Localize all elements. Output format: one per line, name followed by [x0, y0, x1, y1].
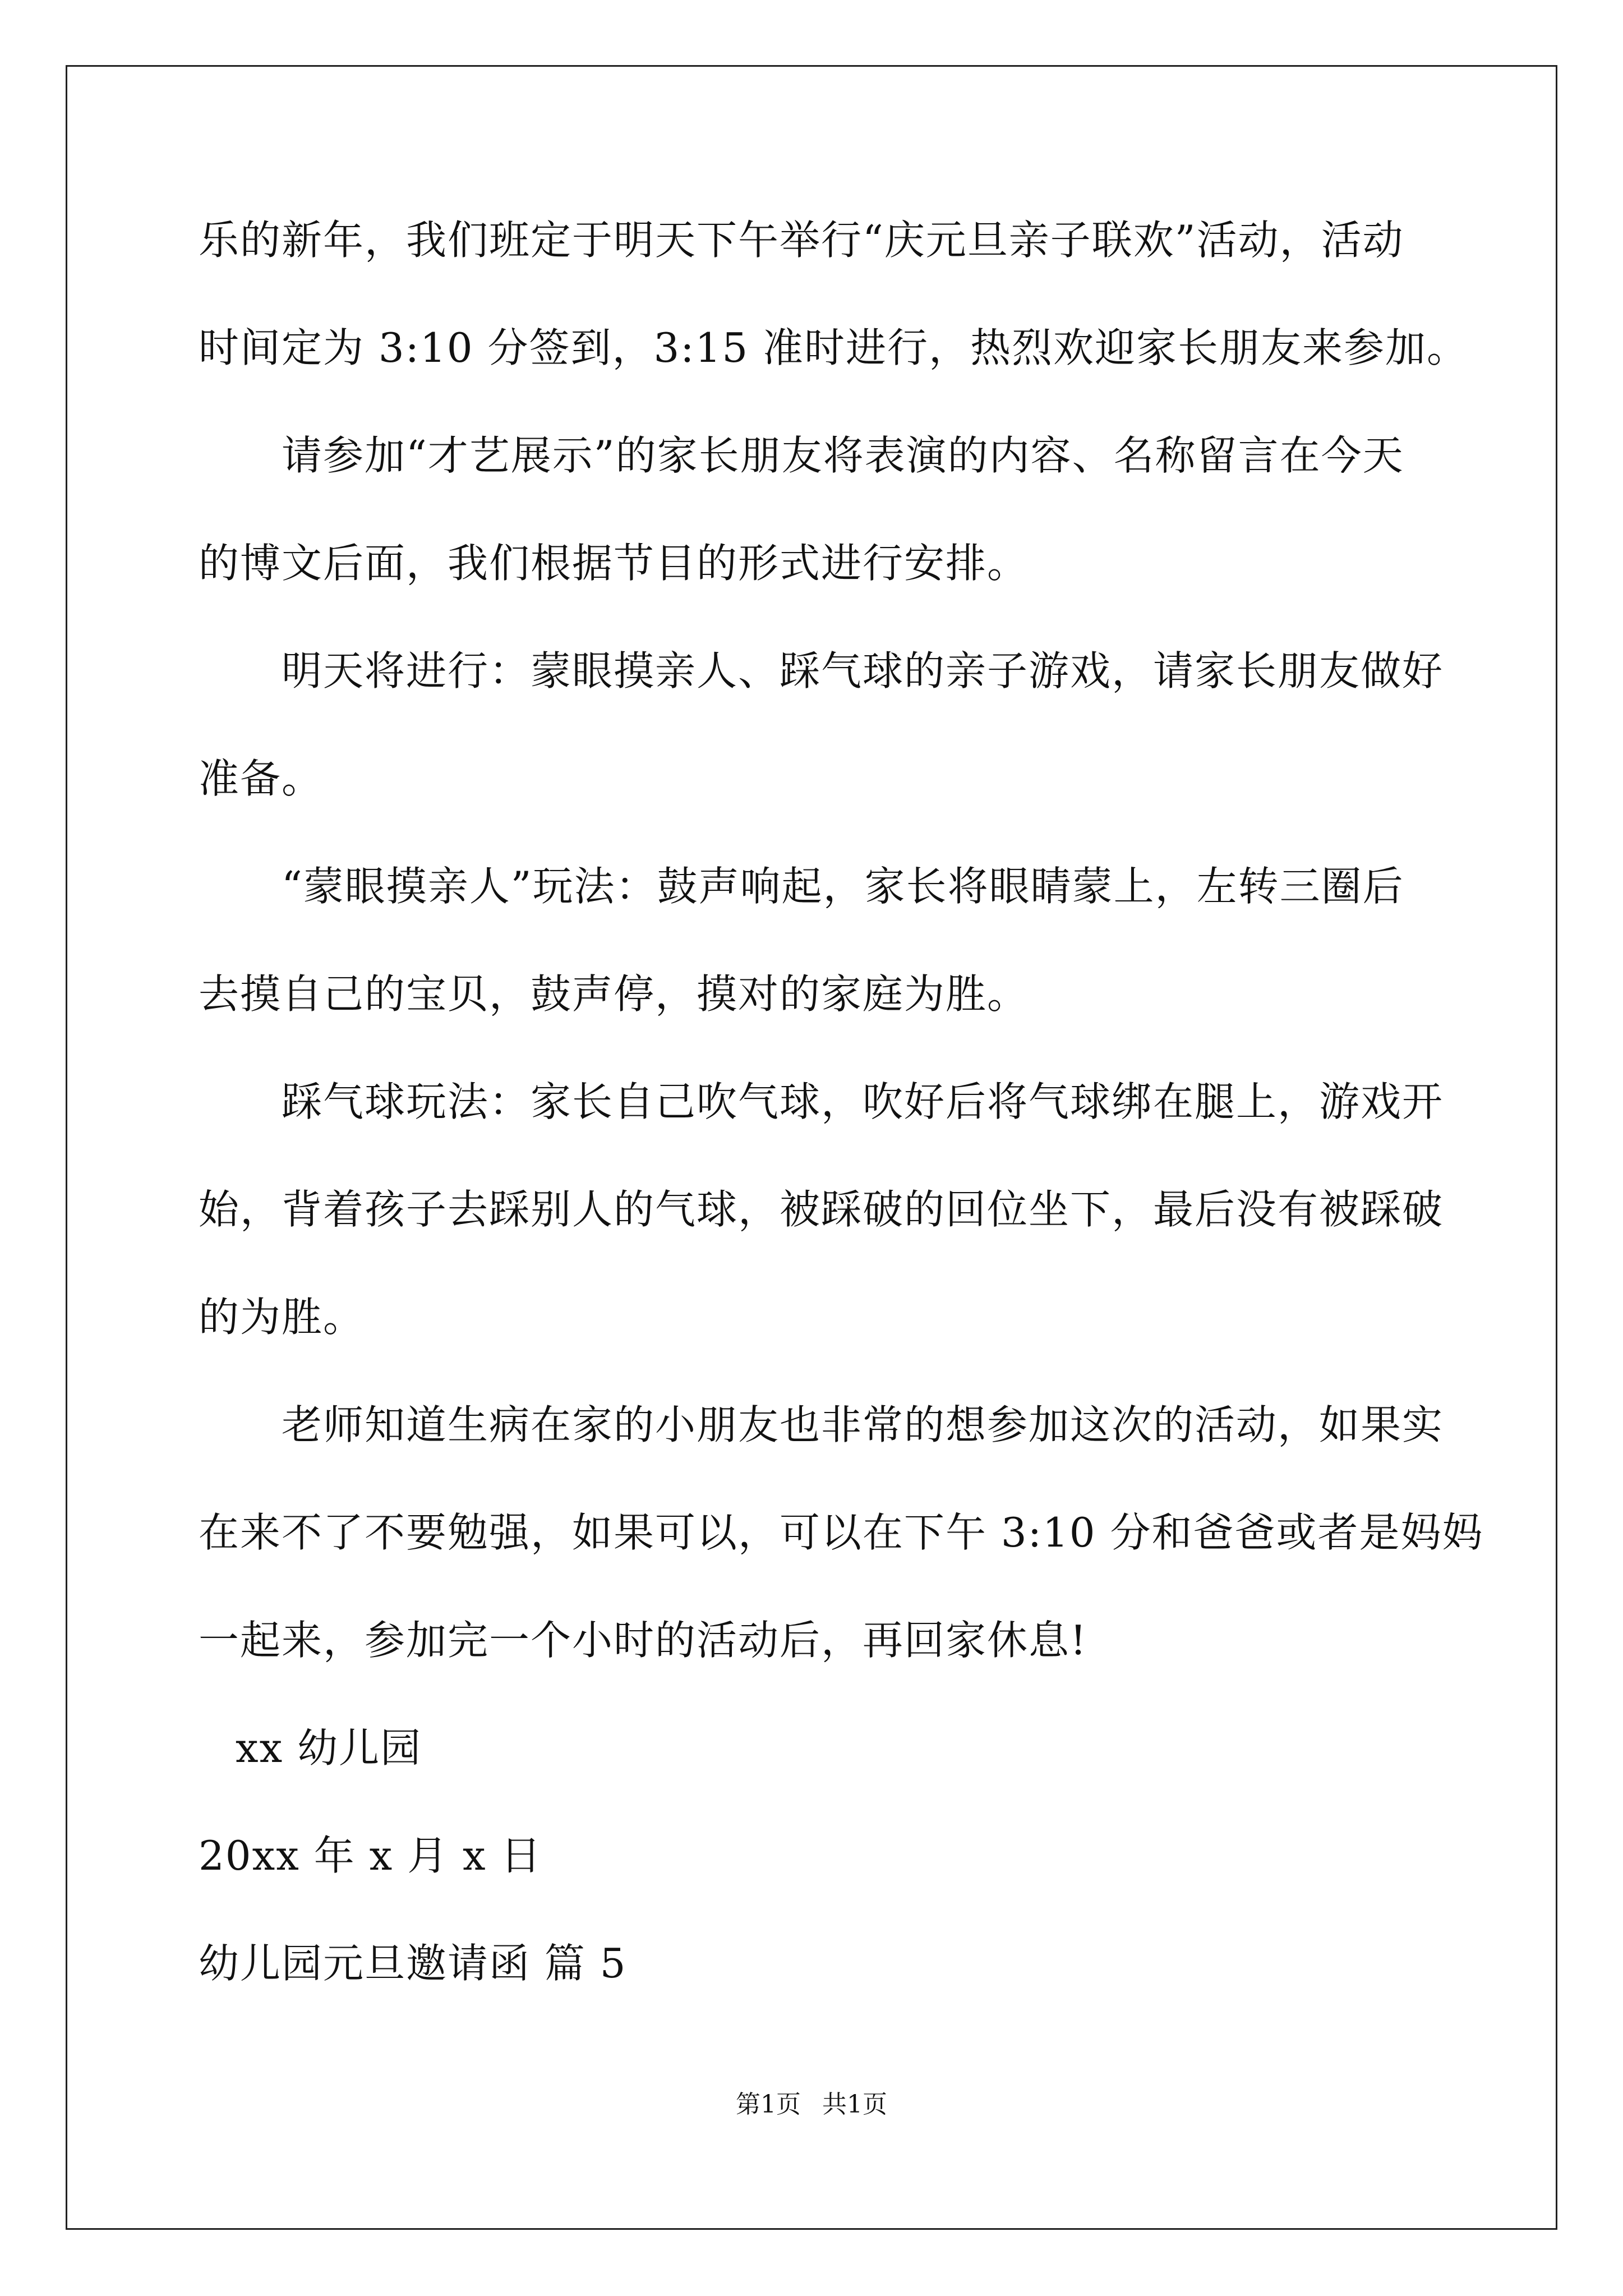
signature-organization: xx 幼儿园	[236, 1724, 422, 1772]
paragraph-1-line-1: 乐的新年，我们班定于明天下午举行“庆元旦亲子联欢”活动，活动	[199, 217, 1404, 264]
page-frame	[66, 65, 1557, 2230]
paragraph-6-line-3: 一起来，参加完一个小时的活动后，再回家休息!	[199, 1617, 1087, 1664]
page-total: 共1页	[822, 2090, 887, 2119]
page-footer	[0, 2088, 1623, 2122]
paragraph-2-line-2: 的博文后面，我们根据节目的形式进行安排。	[199, 540, 1029, 587]
paragraph-4-line-1: “蒙眼摸亲人”玩法：鼓声响起，家长将眼睛蒙上，左转三圈后	[282, 863, 1404, 910]
signature-date: 20xx 年 x 月 x 日	[199, 1832, 542, 1879]
paragraph-3-line-2: 准备。	[199, 755, 324, 802]
page-number: 第1页	[736, 2090, 801, 2119]
paragraph-5-line-1: 踩气球玩法：家长自己吹气球，吹好后将气球绑在腿上，游戏开	[282, 1078, 1444, 1125]
paragraph-5-line-3: 的为胜。	[199, 1294, 365, 1341]
paragraph-6-line-2: 在来不了不要勉强，如果可以，可以在下午 3:10 分和爸爸或者是妈妈	[199, 1509, 1484, 1556]
paragraph-6-line-1: 老师知道生病在家的小朋友也非常的想参加这次的活动，如果实	[282, 1401, 1444, 1448]
section-heading: 幼儿园元旦邀请函 篇 5	[199, 1940, 627, 1987]
paragraph-4-line-2: 去摸自己的宝贝，鼓声停，摸对的家庭为胜。	[199, 970, 1029, 1018]
paragraph-3-line-1: 明天将进行：蒙眼摸亲人、踩气球的亲子游戏，请家长朋友做好	[282, 647, 1444, 694]
paragraph-2-line-1: 请参加“才艺展示”的家长朋友将表演的内容、名称留言在今天	[282, 432, 1404, 479]
paragraph-1-line-2: 时间定为 3:10 分签到，3:15 准时进行，热烈欢迎家长朋友来参加。	[199, 324, 1469, 371]
paragraph-5-line-2: 始，背着孩子去踩别人的气球，被踩破的回位坐下，最后没有被踩破	[199, 1186, 1444, 1233]
